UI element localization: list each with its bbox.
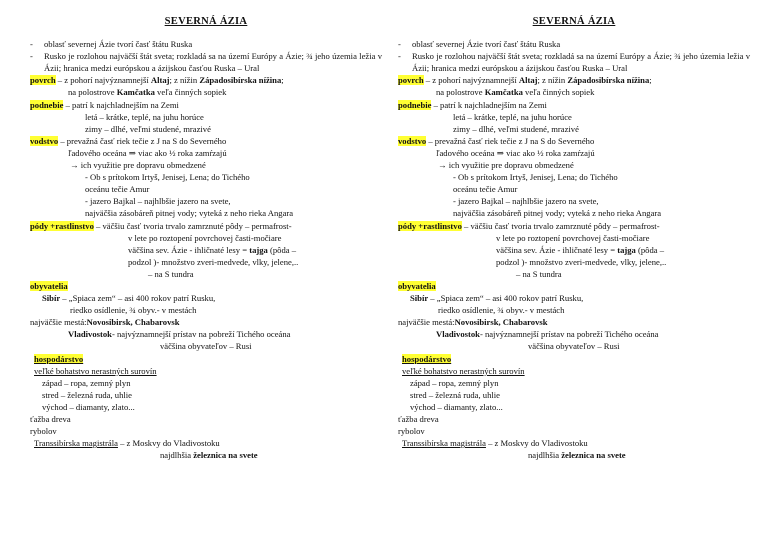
- text-line: → ich využitie pre dopravu obmedzené: [438, 160, 574, 171]
- text-bold: Novosibirsk, Chabarovsk: [454, 317, 548, 328]
- text: - najvýznamnejší prístav na pobreží Tichého oceána: [111, 329, 291, 340]
- bullet-item: [30, 38, 382, 50]
- text: - najvýznamnejší prístav na pobreží Tichého oceána: [479, 329, 659, 340]
- text-line: východ – diamanty, zlato...: [42, 401, 135, 412]
- text-line: [398, 292, 750, 304]
- text: na polostrove: [68, 87, 117, 98]
- text-line: najväčšia zásobáreň pitnej vody; vyteká z neho rieka Angara: [85, 208, 294, 219]
- text-bold: Západosibírska nížina: [567, 75, 650, 86]
- text-line: stred – železná ruda, uhlie: [42, 389, 132, 400]
- text-line: - Ob s prítokom Irtyš, Jenisej, Lena; do Tichého: [85, 172, 250, 183]
- text-line: [398, 328, 750, 340]
- bullet-item: [30, 50, 382, 74]
- povrch-line: [398, 74, 750, 86]
- text-line: veľké bohatstvo nerastných surovín: [34, 365, 157, 376]
- section-label-obyvatelia: obyvatelia: [398, 280, 436, 291]
- text-bold: Vladivostok: [68, 329, 112, 340]
- text: veľa činných sopiek: [522, 87, 595, 98]
- text-line: [398, 244, 750, 256]
- bullet-text: oblasť severnej Ázie tvorí časť štátu Ruska: [412, 39, 561, 50]
- text-line: podzol )- množstvo zveri-medvede, vlky, jelene,..: [128, 256, 299, 267]
- text-line: stred – železná ruda, uhlie: [410, 389, 500, 400]
- section-label-pody: pódy +rastlinstvo: [398, 220, 462, 231]
- text-line: riedko osídlenie, ¾ obyv.- v mestách: [70, 305, 197, 316]
- bullet-dash: -: [30, 51, 33, 62]
- pody-line: [398, 220, 750, 232]
- obyvatelia-line: [398, 280, 750, 292]
- text: – „Spiaca zem“ – asi 400 rokov patrí Rusku,: [428, 293, 584, 304]
- text-line: rybolov: [398, 426, 425, 437]
- text: najdlhšia: [528, 450, 562, 461]
- section-label-podnebie: podnebie: [398, 99, 432, 110]
- bullet-text: Rusko je rozlohou najväčší štát sveta; rozkladá sa na území Európy a Ázie; ¾ jeho územia ležia v Ázii; hranica medzi európskou a ázijskou časťou Ruska – Ural: [44, 51, 382, 74]
- text-line: [398, 437, 750, 449]
- text-line: v lete po roztopení povrchovej časti-močiare: [496, 232, 650, 243]
- text-line: západ – ropa, zemný plyn: [42, 377, 131, 388]
- text: – patrí k najchladnejším na Zemi: [431, 99, 547, 110]
- text-bold: železnica na svete: [193, 450, 258, 461]
- text: (pôda –: [635, 244, 665, 255]
- povrch-line: [30, 74, 382, 86]
- text-line: [30, 328, 382, 340]
- section-label-povrch: povrch: [398, 75, 424, 86]
- text: väčšina sev. Ázie - ihličnaté lesy =: [128, 244, 250, 255]
- text-line: riedko osídlenie, ¾ obyv.- v mestách: [438, 305, 565, 316]
- text-line: - jazero Bajkal – najhlbšie jazero na svete,: [453, 196, 599, 207]
- section-label-obyvatelia: obyvatelia: [30, 280, 68, 291]
- text: – z Moskvy do Vladivostoku: [485, 438, 588, 449]
- text-bold: tajga: [249, 244, 268, 255]
- text-line: – na S tundra: [516, 268, 562, 279]
- bullet-text: oblasť severnej Ázie tvorí časť štátu Ruska: [44, 39, 193, 50]
- text-line: [398, 316, 750, 328]
- text-line: [30, 449, 382, 461]
- text: ; z nížin: [169, 75, 200, 86]
- text: veľa činných sopiek: [154, 87, 227, 98]
- text-bold: Sibír: [42, 293, 61, 304]
- text-bold: Kamčatka: [116, 87, 155, 98]
- text-line: ľadového oceána ⇒ viac ako ½ roka zamŕzajú: [68, 147, 227, 158]
- povrch-line-2: [30, 86, 382, 98]
- text: – väčšiu časť tvoria trvalo zamrznuté pôdy – permafrost-: [93, 220, 292, 231]
- text-line: zimy – dlhé, veľmi studené, mrazivé: [453, 123, 579, 134]
- text-line: väčšina obyvateľov – Rusi: [160, 341, 252, 352]
- text-bold: Západosibírska nížina: [199, 75, 282, 86]
- text-line: [30, 244, 382, 256]
- text: – väčšiu časť tvoria trvalo zamrznuté pôdy – permafrost-: [461, 220, 660, 231]
- section-label-pody: pódy +rastlinstvo: [30, 220, 94, 231]
- text-line: rybolov: [30, 426, 57, 437]
- bullet-dash: -: [30, 39, 33, 50]
- bullet-dash: -: [398, 39, 401, 50]
- text-line: väčšina obyvateľov – Rusi: [528, 341, 620, 352]
- bullet-item: [398, 50, 750, 74]
- text-line: podzol )- množstvo zveri-medvede, vlky, jelene,..: [496, 256, 667, 267]
- text: na polostrove: [436, 87, 485, 98]
- text-line: - Ob s prítokom Irtyš, Jenisej, Lena; do Tichého: [453, 172, 618, 183]
- text: ; z nížin: [537, 75, 568, 86]
- podnebie-line: [30, 99, 382, 111]
- page-title: SEVERNÁ ÁZIA: [164, 16, 248, 27]
- vodstvo-line: [398, 135, 750, 147]
- obyvatelia-line: [30, 280, 382, 292]
- text-line: - jazero Bajkal – najhlbšie jazero na svete,: [85, 196, 231, 207]
- text-underline: Transsibírska magistrála: [34, 438, 118, 449]
- text-bold: Kamčatka: [484, 87, 523, 98]
- text-line: letá – krátke, teplé, na juhu horúce: [453, 111, 572, 122]
- text-underline: Transsibírska magistrála: [402, 438, 486, 449]
- text: najväčšie mestá:: [30, 317, 87, 328]
- text-bold: Sibír: [410, 293, 429, 304]
- text-line: – na S tundra: [148, 268, 194, 279]
- text-line: [30, 316, 382, 328]
- text-line: ťažba dreva: [30, 414, 71, 424]
- povrch-line-2: [398, 86, 750, 98]
- text-line: → ich využitie pre dopravu obmedzené: [70, 160, 206, 171]
- hospodarstvo-line: [30, 353, 382, 365]
- section-label-povrch: povrch: [30, 75, 56, 86]
- text: – z pohorí najvýznamnejší: [423, 75, 519, 86]
- document-column-right: [398, 16, 750, 461]
- section-label-hospodarstvo: hospodárstvo: [34, 353, 84, 364]
- section-label-vodstvo: vodstvo: [398, 135, 427, 146]
- text-line: [30, 292, 382, 304]
- text-bold: tajga: [617, 244, 636, 255]
- text: – z Moskvy do Vladivostoku: [117, 438, 220, 449]
- text-line: ťažba dreva: [398, 414, 439, 424]
- text: – prevažná časť riek tečie z J na S do Severného: [426, 135, 595, 146]
- text-line: oceánu tečie Amur: [85, 184, 150, 195]
- text: najdlhšia: [160, 450, 194, 461]
- document-column-left: [30, 16, 382, 461]
- bullet-item: [398, 38, 750, 50]
- text-line: [30, 437, 382, 449]
- text-bold: Altaj: [518, 75, 538, 86]
- text-line: letá – krátke, teplé, na juhu horúce: [85, 111, 204, 122]
- text: ;: [281, 75, 284, 86]
- section-label-hospodarstvo: hospodárstvo: [402, 353, 452, 364]
- text: – z pohorí najvýznamnejší: [55, 75, 151, 86]
- text-line: [398, 449, 750, 461]
- text-bold: Novosibirsk, Chabarovsk: [86, 317, 180, 328]
- text: – prevažná časť riek tečie z J na S do Severného: [58, 135, 227, 146]
- text-bold: Vladivostok: [436, 329, 480, 340]
- section-label-vodstvo: vodstvo: [30, 135, 59, 146]
- pody-line: [30, 220, 382, 232]
- text-line: v lete po roztopení povrchovej časti-močiare: [128, 232, 282, 243]
- text: ;: [649, 75, 652, 86]
- text-line: oceánu tečie Amur: [453, 184, 518, 195]
- text: najväčšie mestá:: [398, 317, 455, 328]
- text-line: najväčšia zásobáreň pitnej vody; vyteká z neho rieka Angara: [453, 208, 662, 219]
- text-bold: Altaj: [150, 75, 170, 86]
- text-line: zimy – dlhé, veľmi studené, mrazivé: [85, 123, 211, 134]
- podnebie-line: [398, 99, 750, 111]
- text: – „Spiaca zem“ – asi 400 rokov patrí Rusku,: [60, 293, 216, 304]
- vodstvo-line: [30, 135, 382, 147]
- text: väčšina sev. Ázie - ihličnaté lesy =: [496, 244, 618, 255]
- hospodarstvo-line: [398, 353, 750, 365]
- text: – patrí k najchladnejším na Zemi: [63, 99, 179, 110]
- page-title: SEVERNÁ ÁZIA: [532, 16, 616, 27]
- bullet-dash: -: [398, 51, 401, 62]
- text-bold: železnica na svete: [561, 450, 626, 461]
- text-line: ľadového oceána ⇒ viac ako ½ roka zamŕzajú: [436, 147, 595, 158]
- text-line: veľké bohatstvo nerastných surovín: [402, 365, 525, 376]
- bullet-text: Rusko je rozlohou najväčší štát sveta; rozkladá sa na území Európy a Ázie; ¾ jeho územia ležia v Ázii; hranica medzi európskou a ázijskou časťou Ruska – Ural: [412, 51, 750, 74]
- text-line: východ – diamanty, zlato...: [410, 401, 503, 412]
- text-line: západ – ropa, zemný plyn: [410, 377, 499, 388]
- section-label-podnebie: podnebie: [30, 99, 64, 110]
- text: (pôda –: [267, 244, 297, 255]
